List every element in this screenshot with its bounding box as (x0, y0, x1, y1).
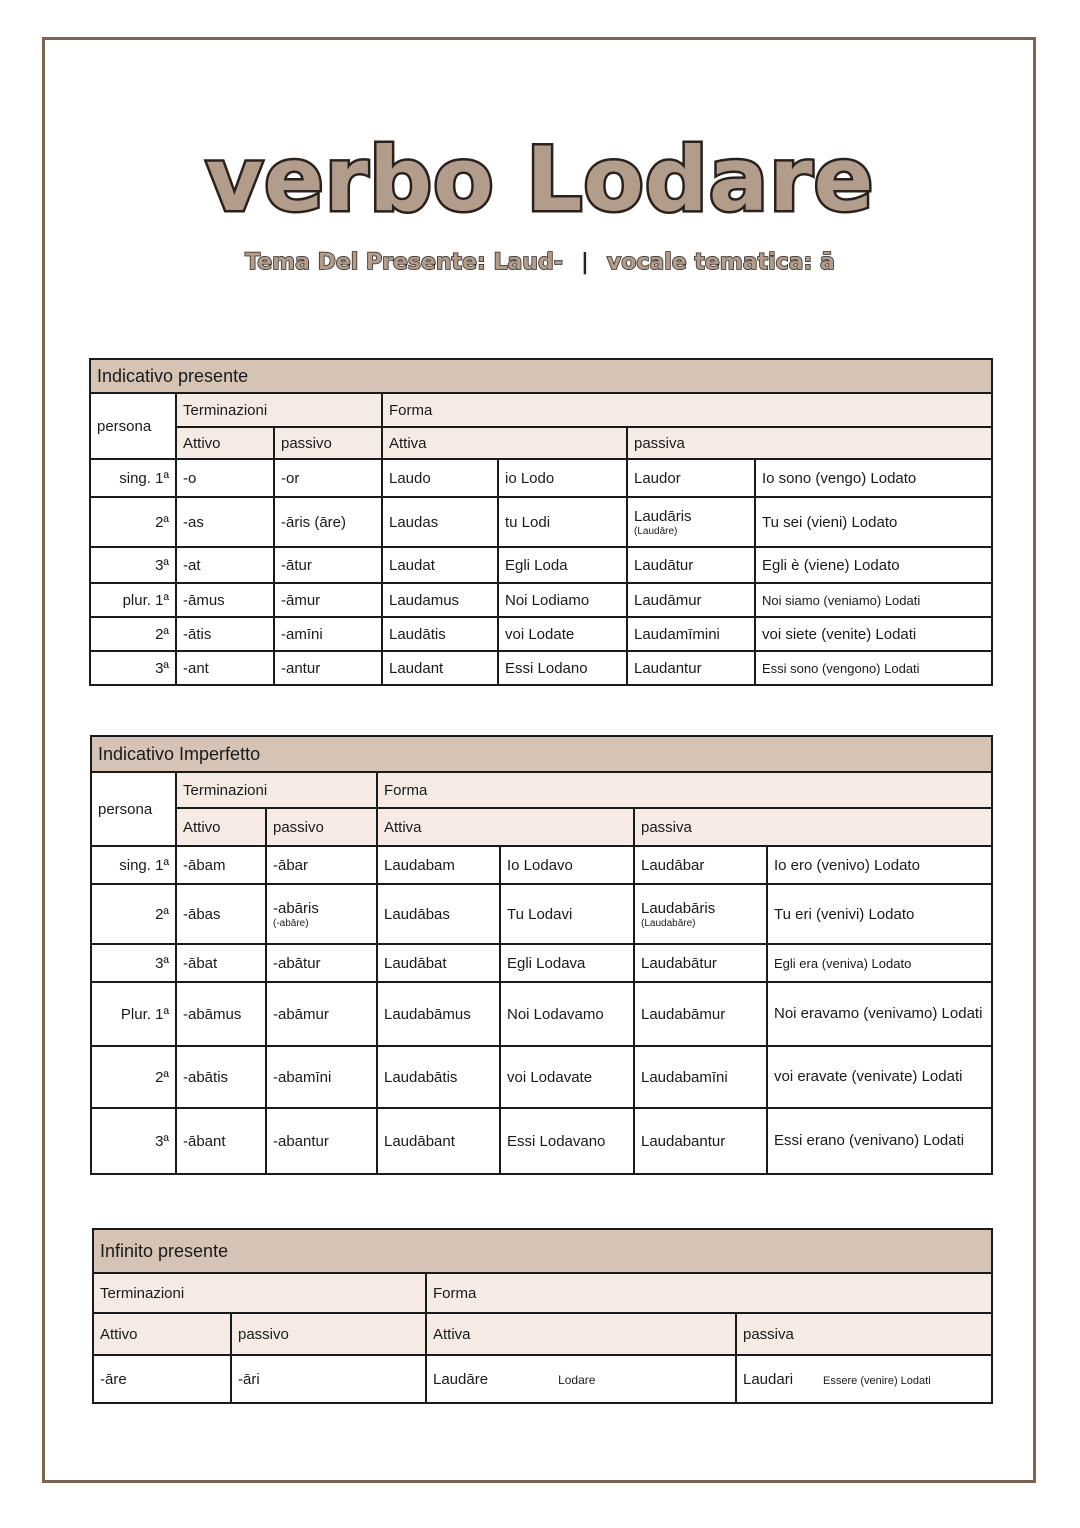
attivo-label: Attivo (176, 808, 266, 846)
terminazioni-label: Terminazioni (176, 393, 382, 427)
forma-label: Forma (382, 393, 992, 427)
term-attivo-cell: -abātis (176, 1046, 266, 1108)
term-attivo-cell: -āre (93, 1355, 231, 1403)
term-passivo-cell: -āmur (274, 583, 382, 617)
forma-attiva-translation: Noi Lodavamo (500, 982, 634, 1046)
table-row (91, 884, 992, 944)
term-passivo-cell: -abantur (266, 1108, 377, 1174)
forma-passiva-cell (634, 884, 767, 944)
table-row (93, 1355, 992, 1403)
table-row (91, 982, 992, 1046)
table-row (91, 846, 992, 884)
persona-cell: 2ª (90, 617, 176, 651)
forma-attiva-cell: Laudābas (377, 884, 500, 944)
term-passivo-cell: -āri (231, 1355, 426, 1403)
forma-label: Forma (426, 1273, 992, 1313)
passivo-label: passivo (274, 427, 382, 459)
forma-passiva-cell: Laudabātur (634, 944, 767, 982)
table-row (91, 944, 992, 982)
imperfetto-header: Indicativo Imperfetto (91, 736, 992, 772)
term-passivo-cell: -abātur (266, 944, 377, 982)
forma-attiva-translation: Essi Lodano (498, 651, 627, 685)
page-title: verbo Lodare (205, 128, 875, 231)
term-passivo-main: -abāris (273, 899, 319, 917)
term-attivo-cell: -āmus (176, 583, 274, 617)
passiva-label: passiva (627, 427, 992, 459)
infinito-table (92, 1228, 993, 1404)
persona-cell: 2ª (91, 1046, 176, 1108)
forma-passiva-translation: Io ero (venivo) Lodato (767, 846, 992, 884)
term-attivo-cell: -ant (176, 651, 274, 685)
forma-passiva-translation: Egli era (veniva) Lodato (767, 944, 992, 982)
presente-table (89, 358, 993, 686)
term-attivo-cell: -abāmus (176, 982, 266, 1046)
forma-attiva-cell: Laudabātis (377, 1046, 500, 1108)
forma-passiva-cell: Laudantur (627, 651, 755, 685)
forma-attiva-cell: Laudamus (382, 583, 498, 617)
term-attivo-cell: -ātis (176, 617, 274, 651)
forma-attiva-cell: Laudas (382, 497, 498, 547)
attiva-label: Attiva (377, 808, 634, 846)
forma-attiva-cell: Laudabam (377, 846, 500, 884)
forma-attiva-translation: Egli Lodava (500, 944, 634, 982)
term-passivo-cell (266, 884, 377, 944)
forma-passiva-alt: (Laudabāre) (641, 917, 696, 929)
term-passivo-cell: -amīni (274, 617, 382, 651)
forma-attiva-translation: Io Lodavo (500, 846, 634, 884)
forma-passiva-translation: Essi sono (vengono) Lodati (755, 651, 992, 685)
terminazioni-label: Terminazioni (93, 1273, 426, 1313)
forma-attiva-main: Laudāre (433, 1370, 489, 1388)
persona-cell: Plur. 1ª (91, 982, 176, 1046)
table-row (90, 617, 992, 651)
table-row (90, 459, 992, 497)
persona-cell: plur. 1ª (90, 583, 176, 617)
term-attivo-cell: -as (176, 497, 274, 547)
forma-passiva-cell (736, 1355, 992, 1403)
forma-attiva-translation: Egli Loda (498, 547, 627, 583)
forma-passiva-main: Laudabāris (641, 899, 716, 917)
table-row (90, 651, 992, 685)
table-row (90, 497, 992, 547)
term-attivo-cell: -ābas (176, 884, 266, 944)
forma-passiva-cell: Laudabamīni (634, 1046, 767, 1108)
forma-attiva-translation: Essi Lodavano (500, 1108, 634, 1174)
forma-attiva-cell: Laudant (382, 651, 498, 685)
term-attivo-cell: -at (176, 547, 274, 583)
forma-passiva-translation: voi eravate (venivate) Lodati (767, 1046, 992, 1108)
forma-passiva-cell: Laudor (627, 459, 755, 497)
forma-passiva-main: Laudāris (634, 507, 692, 525)
attiva-label: Attiva (426, 1313, 736, 1355)
table-row (91, 1046, 992, 1108)
forma-passiva-translation: Tu eri (venivi) Lodato (767, 884, 992, 944)
passiva-label: passiva (634, 808, 992, 846)
forma-attiva-translation: tu Lodi (498, 497, 627, 547)
forma-attiva-cell: Laudābat (377, 944, 500, 982)
forma-passiva-cell: Laudabantur (634, 1108, 767, 1174)
forma-attiva-cell: Laudābant (377, 1108, 500, 1174)
forma-passiva-alt: (Laudāre) (634, 525, 678, 537)
forma-passiva-cell: Laudātur (627, 547, 755, 583)
forma-attiva-cell: Laudo (382, 459, 498, 497)
forma-passiva-cell: Laudamīmini (627, 617, 755, 651)
subtitle-separator: | (580, 250, 589, 275)
persona-label: persona (91, 772, 176, 846)
persona-cell: sing. 1ª (91, 846, 176, 884)
table-row (90, 547, 992, 583)
persona-cell: 2ª (91, 884, 176, 944)
table-row (90, 583, 992, 617)
forma-attiva-cell: Laudabāmus (377, 982, 500, 1046)
passiva-label: passiva (736, 1313, 992, 1355)
forma-passiva-translation: Io sono (vengo) Lodato (755, 459, 992, 497)
forma-passiva-main: Laudari (743, 1370, 794, 1388)
forma-attiva-translation: voi Lodavate (500, 1046, 634, 1108)
term-passivo-cell: -āris (āre) (274, 497, 382, 547)
forma-attiva-cell: Laudātis (382, 617, 498, 651)
persona-cell: 3ª (90, 651, 176, 685)
term-attivo-cell: -ābam (176, 846, 266, 884)
forma-passiva-translation: Egli è (viene) Lodato (755, 547, 992, 583)
term-passivo-cell: -abāmur (266, 982, 377, 1046)
theme-text: Tema Del Presente: Laud- (245, 250, 563, 275)
persona-cell: sing. 1ª (90, 459, 176, 497)
forma-attiva-translation: Lodare (558, 1372, 596, 1387)
forma-passiva-translation: Noi siamo (veniamo) Lodati (755, 583, 992, 617)
attivo-label: Attivo (176, 427, 274, 459)
forma-passiva-cell: Laudāmur (627, 583, 755, 617)
term-passivo-cell: -abamīni (266, 1046, 377, 1108)
forma-label: Forma (377, 772, 992, 808)
term-passivo-cell: -ātur (274, 547, 382, 583)
forma-attiva-cell: Laudat (382, 547, 498, 583)
imperfetto-table (90, 735, 993, 1175)
forma-attiva-translation: Noi Lodiamo (498, 583, 627, 617)
term-passivo-cell: -or (274, 459, 382, 497)
persona-cell: 3ª (91, 944, 176, 982)
term-passivo-cell: -antur (274, 651, 382, 685)
terminazioni-label: Terminazioni (176, 772, 377, 808)
forma-attiva-translation: voi Lodate (498, 617, 627, 651)
term-attivo-cell: -ābat (176, 944, 266, 982)
term-attivo-cell: -ābant (176, 1108, 266, 1174)
forma-passiva-cell: Laudabāmur (634, 982, 767, 1046)
forma-passiva-translation: Tu sei (vieni) Lodato (755, 497, 992, 547)
presente-header: Indicativo presente (90, 359, 992, 393)
attiva-label: Attiva (382, 427, 627, 459)
forma-passiva-cell: Laudābar (634, 846, 767, 884)
forma-attiva-translation: Tu Lodavi (500, 884, 634, 944)
term-passivo-alt: (-abāre) (273, 917, 309, 929)
persona-cell: 3ª (91, 1108, 176, 1174)
passivo-label: passivo (231, 1313, 426, 1355)
persona-cell: 2ª (90, 497, 176, 547)
page-subtitle (0, 250, 1080, 275)
forma-passiva-translation: voi siete (venite) Lodati (755, 617, 992, 651)
passivo-label: passivo (266, 808, 377, 846)
infinito-header: Infinito presente (93, 1229, 992, 1273)
forma-attiva-cell (426, 1355, 736, 1403)
attivo-label: Attivo (93, 1313, 231, 1355)
vowel-text: vocale tematica: ā (606, 250, 835, 275)
table-row (91, 1108, 992, 1174)
forma-attiva-translation: io Lodo (498, 459, 627, 497)
term-passivo-cell: -ābar (266, 846, 377, 884)
persona-label: persona (90, 393, 176, 459)
term-attivo-cell: -o (176, 459, 274, 497)
forma-passiva-cell (627, 497, 755, 547)
forma-passiva-translation: Essi erano (venivano) Lodati (767, 1108, 992, 1174)
persona-cell: 3ª (90, 547, 176, 583)
forma-passiva-translation: Essere (venire) Lodati (823, 1374, 931, 1387)
forma-passiva-translation: Noi eravamo (venivamo) Lodati (767, 982, 992, 1046)
